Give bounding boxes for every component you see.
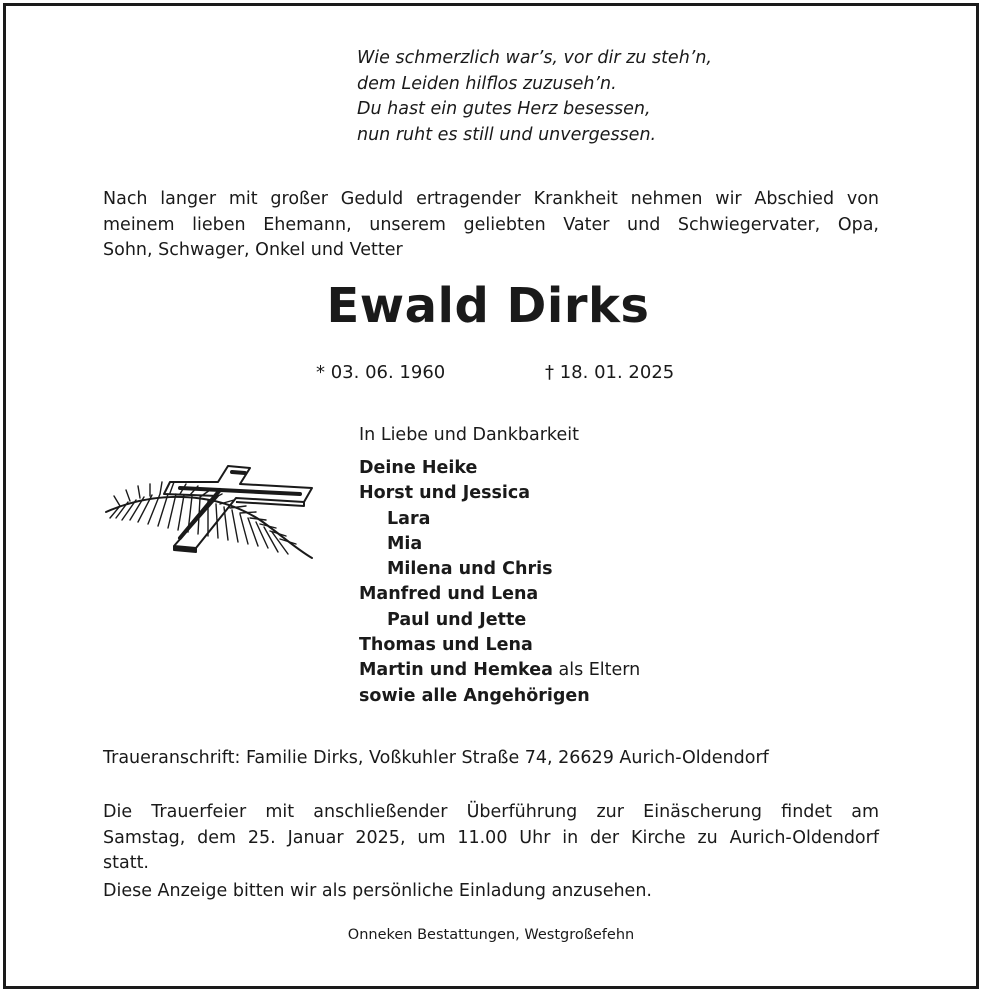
intro-line: Nach langer mit großer Geduld ertragender Krankheit nehmen wir Abschied von (103, 189, 879, 209)
list-item: Milena und Chris (387, 559, 553, 580)
mourning-address: Traueranschrift: Familie Dirks, Voßkuhler Straße 74, 26629 Aurich-Oldendorf (103, 748, 769, 768)
poem-line: nun ruht es still und unvergessen. (357, 124, 657, 145)
death-date: † 18. 01. 2025 (545, 362, 675, 383)
ceremony-line: statt. (103, 853, 149, 873)
intro-line: meinem lieben Ehemann, unserem geliebten Vater und Schwiegervater, Opa, (103, 214, 879, 235)
intro-paragraph (103, 187, 879, 264)
list-item: Manfred und Lena (359, 584, 539, 605)
ceremony-line: Die Trauerfeier mit anschließender Überführung zur Einäscherung findet am (103, 802, 879, 822)
invitation-note: Diese Anzeige bitten wir als persönliche Einladung anzusehen. (103, 881, 652, 901)
birth-date: * 03. 06. 1960 (316, 362, 446, 383)
poem-line: Wie schmerzlich war’s, vor dir zu steh’n, (357, 48, 712, 68)
list-item: Lara (387, 508, 431, 529)
parents-names: Martin und Hemkea (359, 660, 553, 681)
list-item: Mia (387, 533, 423, 554)
ceremony-paragraph (103, 800, 879, 877)
intro-line: Sohn, Schwager, Onkel und Vetter (103, 240, 403, 260)
list-item: sowie alle Angehörigen (359, 685, 590, 706)
parents-suffix: als Eltern (558, 660, 641, 681)
deceased-name: Ewald Dirks (326, 278, 650, 334)
ceremony-line: Samstag, dem 25. Januar 2025, um 11.00 Uhr in der Kirche zu Aurich-Oldendorf (103, 827, 879, 848)
undertaker-credit: Onneken Bestattungen, Westgroßefehn (347, 927, 635, 943)
list-item: Deine Heike (359, 458, 478, 478)
list-item: Thomas und Lena (359, 635, 533, 656)
mourners-heading: In Liebe und Dankbarkeit (359, 425, 579, 445)
poem-line: Du hast ein gutes Herz besessen, (357, 99, 651, 119)
list-item: Horst und Jessica (359, 483, 531, 504)
poem (357, 46, 712, 148)
poem-line: dem Leiden hilflos zuzuseh’n. (357, 73, 617, 94)
cross-with-palm-branch-icon (100, 460, 320, 570)
mourners-list (359, 456, 640, 709)
list-item: Paul und Jette (387, 609, 527, 630)
list-item (359, 658, 640, 683)
